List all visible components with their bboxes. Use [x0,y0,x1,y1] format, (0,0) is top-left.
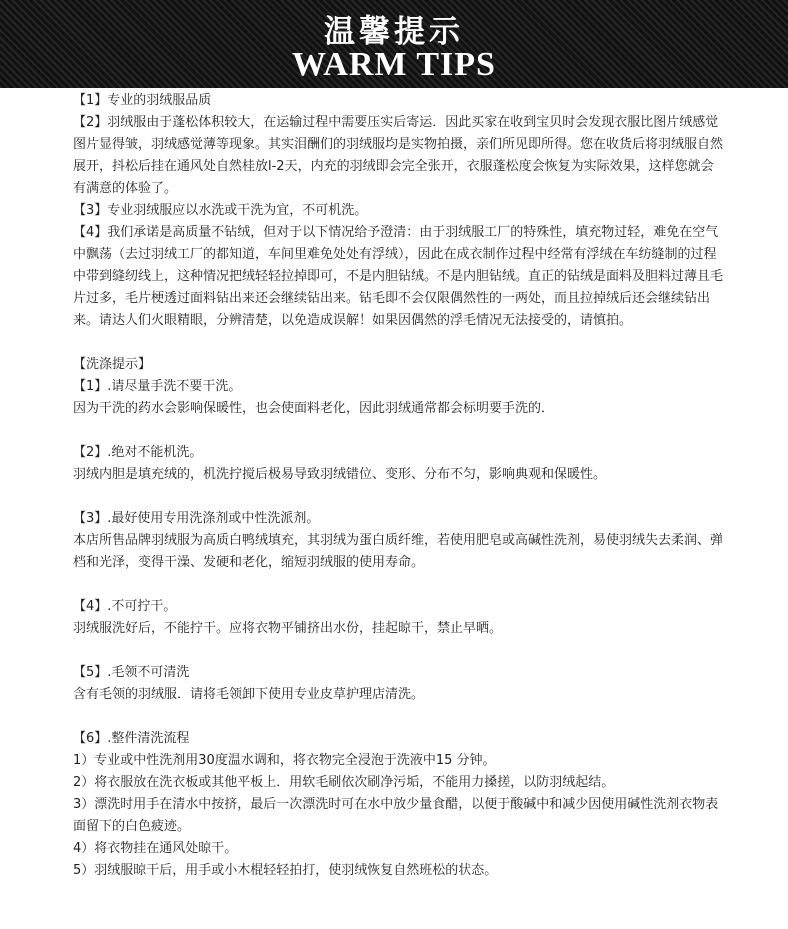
spacer [73,486,723,508]
wash-process-step-4: 4）将衣物挂在通风处晾干。 [73,841,238,856]
spacer [73,706,723,728]
spacer [73,574,723,596]
wash-tip-5-title: 【5】.毛领不可清洗 [73,665,190,680]
wash-process-step-2: 2）将衣服放在洗衣板或其他平板上．用软毛刷依次刷净污垢，不能用力搡搓，以防羽绒起结。 [73,775,615,790]
wash-tip-3-body: 本店所售品牌羽绒服为高质白鸭绒填充，其羽绒为蛋白质纤维，若使用肥皂或高碱性洗剂，易使羽绒失去柔润、弹档和光泽，变得干澡、发硬和老化，缩短羽绒服的使用寿命。 [73,533,724,570]
wash-tip-4-body: 羽绒服洗好后，不能拧干。应将衣物平铺挤出水份，挂起晾干，禁止早晒。 [73,621,503,636]
intro-item-4: 【4】我们承诺是高质量不钻绒，但对于以下情况给予澄清：由于羽绒服工厂的特殊性，填充物过轻，难免在空气中飘荡（去过羽绒工厂的都知道，车间里难免处处有浮绒），因此在成衣制作过程中经常有浮绒在车纺缝制的过程中带到缝纫线上，这种情况把绒轻轻拉掉即可，不是内胆钻绒。不是内胆钻绒。直正的钻绒是面料及胆料过薄且毛片过多，毛片梗透过面料钻出来还会继续钻出来。钻毛即不会仅限偶然性的一两处，而且拉掉绒后还会继续钻出来。请达人们火眼精眼，分辨清楚，以免造成误解！如果因偶然的浮毛情况无法接受的，请慎拍。 [73,225,724,328]
intro-item-1: 【1】专业的羽绒服品质 [73,93,212,108]
tips-content [73,90,723,882]
intro-item-3: 【3】专业羽绒服应以水洗或干洗为宜，不可机洗。 [73,203,368,218]
spacer [73,332,723,354]
warm-tips-banner [0,0,788,88]
wash-tip-1-title: 【1】.请尽量手洗不要干洗。 [73,379,242,394]
banner-title-cn: 温馨提示 [324,14,464,50]
banner-title-en: WARM TIPS [292,46,496,83]
intro-item-2: 【2】羽绒服由于蓬松体积较大，在运输过程中需要压实后寄运．因此买家在收到宝贝时会发现衣服比图片绒感觉图片显得皱，羽绒感觉薄等现象。其实泪酬们的羽绒服均是实物拍摄，亲们所见即所得。您在收货后将羽绒服自然展开，抖松后挂在通风处自然桂放l-2天，内充的羽绒即会完全张开，衣服蓬松度会恢复为实际效果，这样您就会有满意的体验了。 [73,115,724,196]
wash-tip-1-body: 因为干洗的药水会影响保暖性，也会使面料老化，因此羽绒通常都会标明要手洗的． [73,401,555,416]
wash-tip-2-body: 羽绒内胆是填充绒的，机洗拧搅后极易导致羽绒错位、变形、分布不匀，影响典观和保暖性。 [73,467,607,482]
wash-tip-5-body: 含有毛领的羽绒服．请将毛领卸下使用专业皮草护理店清洗。 [73,687,425,702]
spacer [73,640,723,662]
washing-heading: 【洗涤提示】 [73,357,152,372]
wash-tip-2-title: 【2】.绝对不能机洗。 [73,445,203,460]
wash-tip-4-title: 【4】.不可拧干。 [73,599,177,614]
wash-process-step-1: 1）专业或中性洗剂用30度温水调和，将衣物完全浸泡于洗液中15 分钟。 [73,753,496,768]
wash-tip-3-title: 【3】.最好使用专用洗涤剂或中性洗派剂。 [73,511,320,526]
wash-process-step-3: 3）漂洗时用手在清水中按挤，最后一次漂洗时可在水中放少量食醋，以便于酸碱中和减少因使用碱性洗剂衣物表面留下的白色疲迹。 [73,797,719,834]
wash-process-title: 【6】.整件清洗流程 [73,731,190,746]
spacer [73,420,723,442]
wash-process-step-5: 5）羽绒服晾干后，用手或小木棍轻轻拍打，使羽绒恢复自然班松的状态。 [73,863,498,878]
